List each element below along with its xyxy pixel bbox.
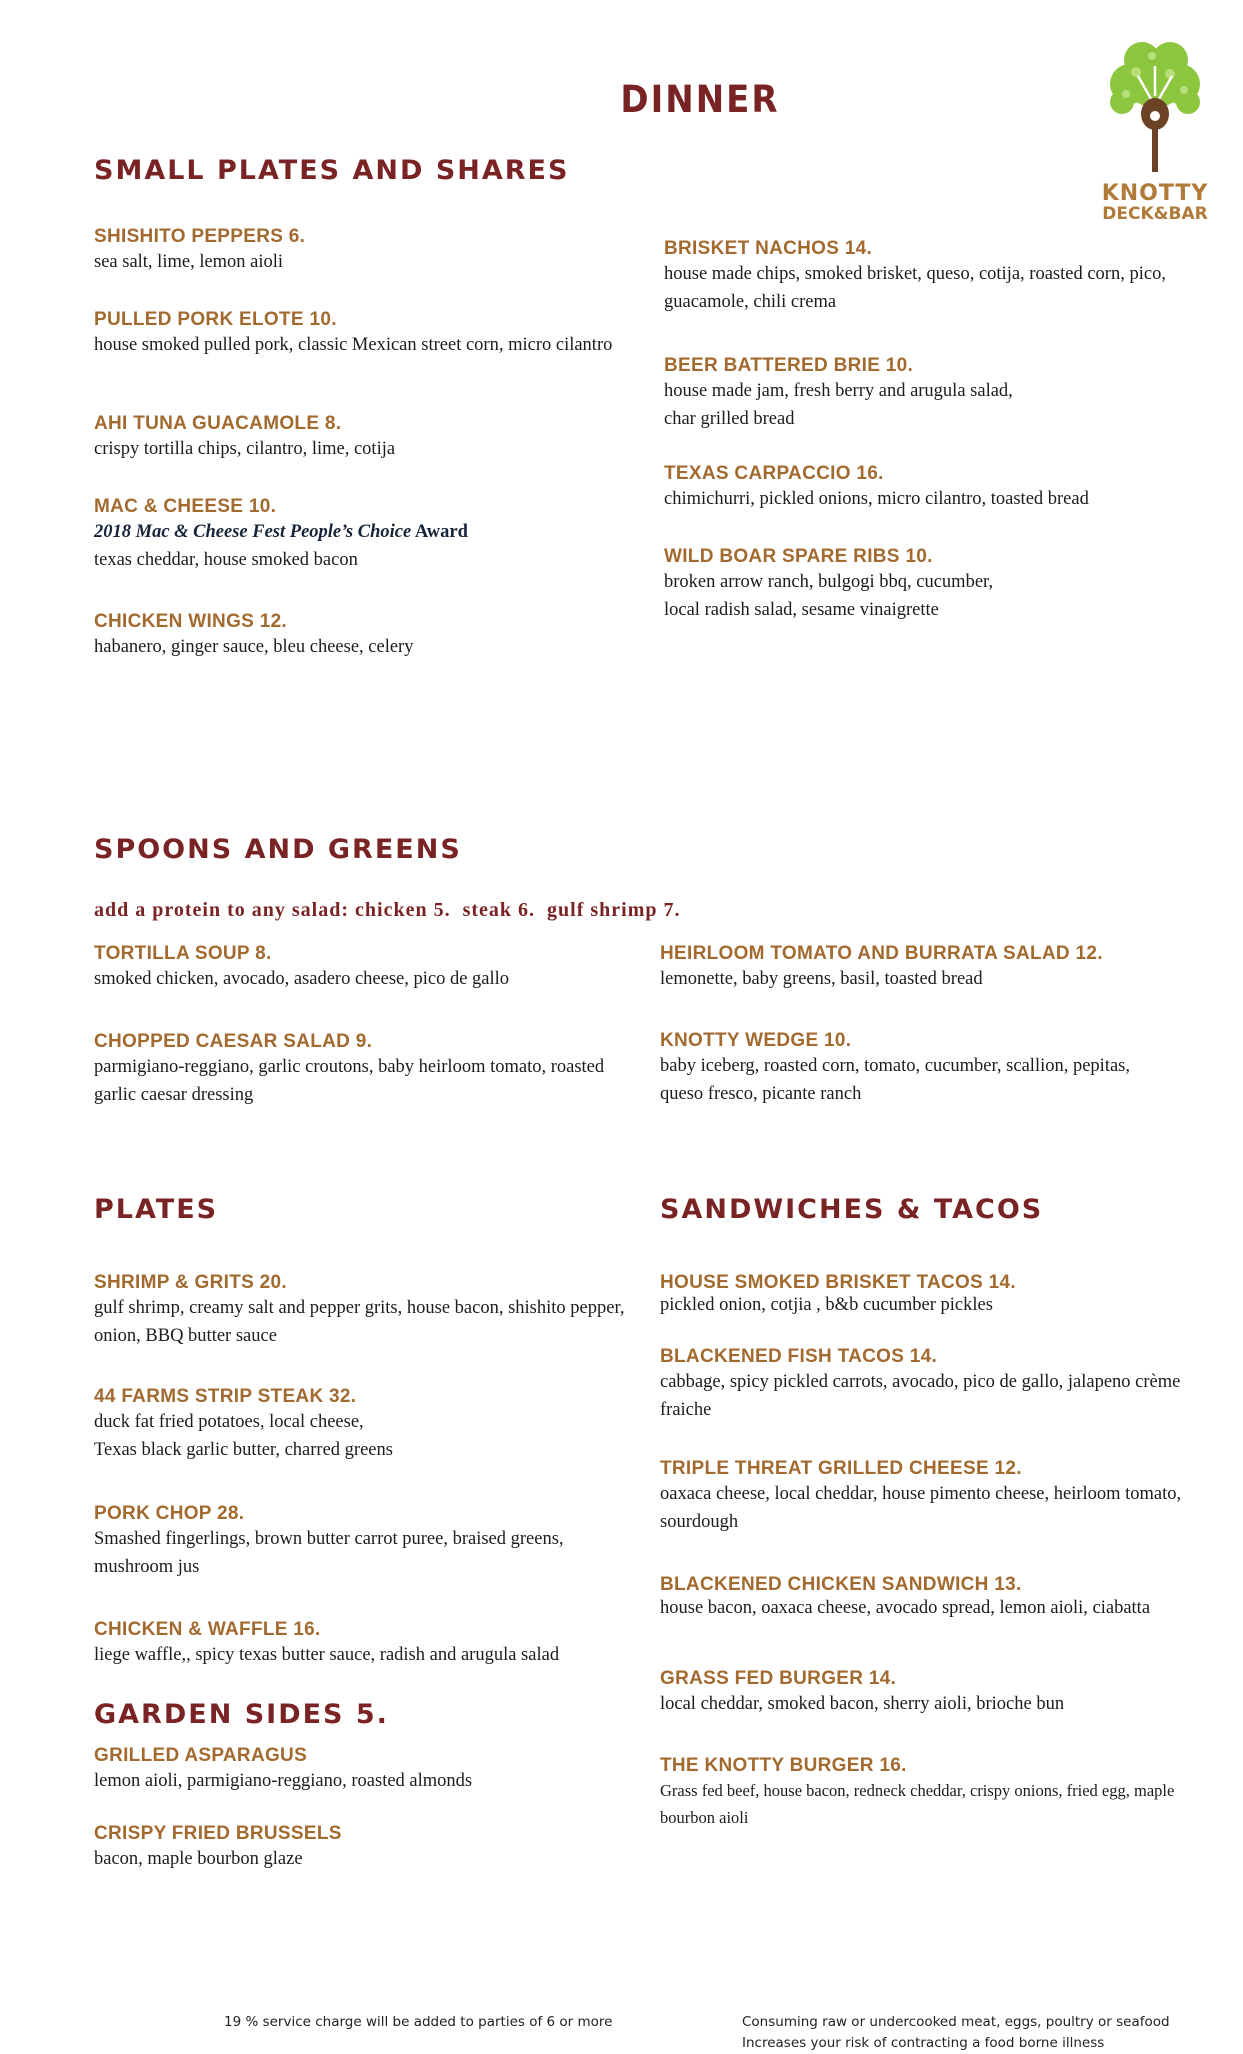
item-description: baby iceberg, roasted corn, tomato, cucumber, scallion, pepitas, queso fresco, picante ranch bbox=[660, 1056, 1130, 1104]
item-name: WILD BOAR SPARE RIBS 10. bbox=[664, 546, 933, 567]
item-description: local cheddar, smoked bacon, sherry aioli, brioche bun bbox=[660, 1694, 1065, 1714]
item-description: Smashed fingerlings, brown butter carrot puree, braised greens, mushroom jus bbox=[94, 1529, 564, 1577]
item-name: BRISKET NACHOS 14. bbox=[664, 238, 873, 259]
award-word: Award bbox=[414, 522, 468, 542]
item-name: AHI TUNA GUACAMOLE 8. bbox=[94, 413, 342, 434]
item-name: HEIRLOOM TOMATO AND BURRATA SALAD 12. bbox=[660, 943, 1103, 964]
award-line bbox=[94, 518, 634, 546]
item-description: parmigiano-reggiano, garlic croutons, baby heirloom tomato, roasted garlic caesar dressing bbox=[94, 1057, 605, 1105]
menu-item-beer-brie bbox=[664, 355, 1204, 433]
item-description: habanero, ginger sauce, bleu cheese, celery bbox=[94, 637, 414, 657]
item-description: liege waffle,, spicy texas butter sauce, radish and arugula salad bbox=[94, 1645, 560, 1665]
menu-item-shishito bbox=[94, 226, 634, 276]
section-plates: PLATES bbox=[94, 1194, 219, 1225]
food-safety-warning-line-2: Increases your risk of contracting a food borne illness bbox=[742, 2035, 1105, 2051]
salad-protein-note: add a protein to any salad: chicken 5. steak 6. gulf shrimp 7. bbox=[94, 899, 681, 921]
menu-item-ahi-tuna bbox=[94, 413, 634, 463]
tree-guitar-icon bbox=[1100, 36, 1210, 176]
item-description: texas cheddar, house smoked bacon bbox=[94, 550, 358, 570]
menu-item-heirloom bbox=[660, 943, 1200, 993]
menu-item-brussels bbox=[94, 1823, 644, 1873]
menu-item-grass-burger bbox=[660, 1668, 1200, 1718]
item-description-2: local radish salad, sesame vinaigrette bbox=[664, 600, 939, 620]
menu-item-knotty-wedge bbox=[660, 1030, 1170, 1108]
item-description: lemon aioli, parmigiano-reggiano, roasted almonds bbox=[94, 1771, 473, 1791]
item-name: CHOPPED CAESAR SALAD 9. bbox=[94, 1031, 373, 1052]
item-description-1: broken arrow ranch, bulgogi bbq, cucumber, bbox=[664, 572, 994, 592]
item-name: GRASS FED BURGER 14. bbox=[660, 1668, 897, 1689]
logo-line-2: DECK&BAR bbox=[1102, 204, 1208, 224]
item-name: SHISHITO PEPPERS 6. bbox=[94, 226, 306, 247]
section-sandwiches-tacos: SANDWICHES & TACOS bbox=[660, 1194, 1044, 1225]
item-name: GRILLED ASPARAGUS bbox=[94, 1745, 308, 1766]
item-description-1: duck fat fried potatoes, local cheese, bbox=[94, 1412, 364, 1432]
item-description: gulf shrimp, creamy salt and pepper grits, house bacon, shishito pepper, onion, BBQ butter sauce bbox=[94, 1298, 625, 1346]
food-safety-warning-line-1: Consuming raw or undercooked meat, eggs, poultry or seafood bbox=[742, 2014, 1170, 2030]
menu-item-tortilla-soup bbox=[94, 943, 634, 993]
item-description: house made chips, smoked brisket, queso, cotija, roasted corn, pico, guacamole, chili crema bbox=[664, 264, 1166, 312]
item-description-2: Texas black garlic butter, charred greens bbox=[94, 1440, 393, 1460]
item-name: BEER BATTERED BRIE 10. bbox=[664, 355, 914, 376]
menu-item-asparagus bbox=[94, 1745, 644, 1795]
item-name: TORTILLA SOUP 8. bbox=[94, 943, 272, 964]
menu-item-pork-chop bbox=[94, 1503, 644, 1581]
item-name: CHICKEN & WAFFLE 16. bbox=[94, 1619, 321, 1640]
page-title: DINNER bbox=[620, 78, 780, 122]
menu-item-caesar bbox=[94, 1031, 634, 1109]
menu-item-pulled-pork bbox=[94, 309, 634, 359]
item-description-1: house made jam, fresh berry and arugula salad, bbox=[664, 381, 1013, 401]
menu-item-chicken-wings bbox=[94, 611, 634, 661]
menu-item-strip-steak bbox=[94, 1386, 644, 1464]
item-name: CHICKEN WINGS 12. bbox=[94, 611, 288, 632]
item-name: 44 FARMS STRIP STEAK 32. bbox=[94, 1386, 357, 1407]
item-name: CRISPY FRIED BRUSSELS bbox=[94, 1823, 342, 1844]
section-spoons-greens: SPOONS AND GREENS bbox=[94, 834, 462, 865]
menu-item-spare-ribs bbox=[664, 546, 1204, 624]
item-description: house bacon, oaxaca cheese, avocado spread, lemon aioli, ciabatta bbox=[660, 1598, 1151, 1618]
award-text: 2018 Mac & Cheese Fest People’s Choice bbox=[94, 522, 412, 542]
item-name: MAC & CHEESE 10. bbox=[94, 496, 277, 517]
item-description: chimichurri, pickled onions, micro cilantro, toasted bread bbox=[664, 489, 1089, 509]
menu-item-grilled-cheese bbox=[660, 1458, 1200, 1536]
section-garden-sides: GARDEN SIDES 5. bbox=[94, 1699, 389, 1730]
item-description: sea salt, lime, lemon aioli bbox=[94, 252, 284, 272]
menu-item-knotty-burger bbox=[660, 1755, 1180, 1831]
item-name: SHRIMP & GRITS 20. bbox=[94, 1272, 287, 1293]
item-description: bacon, maple bourbon glaze bbox=[94, 1849, 303, 1869]
menu-item-brisket-tacos bbox=[660, 1272, 1200, 1316]
item-name: BLACKENED FISH TACOS 14. bbox=[660, 1346, 938, 1367]
menu-item-chicken-sandwich bbox=[660, 1574, 1190, 1620]
menu-item-chicken-waffle bbox=[94, 1619, 654, 1669]
item-description: Grass fed beef, house bacon, redneck cheddar, crispy onions, fried egg, maple bourbon aioli bbox=[660, 1781, 1175, 1827]
menu-item-carpaccio bbox=[664, 463, 1204, 513]
item-name: TRIPLE THREAT GRILLED CHEESE 12. bbox=[660, 1458, 1022, 1479]
logo-line-1: KNOTTY bbox=[1101, 181, 1209, 206]
menu-item-fish-tacos bbox=[660, 1346, 1200, 1424]
item-name: HOUSE SMOKED BRISKET TACOS 14. bbox=[660, 1272, 1016, 1293]
logo bbox=[1100, 36, 1210, 226]
item-description: pickled onion, cotjia , b&b cucumber pickles bbox=[660, 1295, 993, 1315]
item-description: cabbage, spicy pickled carrots, avocado, pico de gallo, jalapeno crème fraiche bbox=[660, 1372, 1181, 1420]
item-name: PORK CHOP 28. bbox=[94, 1503, 245, 1524]
item-description-2: char grilled bread bbox=[664, 409, 795, 429]
item-name: THE KNOTTY BURGER 16. bbox=[660, 1755, 907, 1776]
section-small-plates: SMALL PLATES AND SHARES bbox=[94, 155, 570, 186]
menu-item-shrimp-grits bbox=[94, 1272, 644, 1350]
item-description: house smoked pulled pork, classic Mexican street corn, micro cilantro bbox=[94, 335, 613, 355]
item-name: BLACKENED CHICKEN SANDWICH 13. bbox=[660, 1574, 1022, 1595]
item-name: TEXAS CARPACCIO 16. bbox=[664, 463, 884, 484]
item-description: lemonette, baby greens, basil, toasted bread bbox=[660, 969, 983, 989]
item-description: crispy tortilla chips, cilantro, lime, cotija bbox=[94, 439, 396, 459]
item-description: oaxaca cheese, local cheddar, house pimento cheese, heirloom tomato, sourdough bbox=[660, 1484, 1182, 1532]
service-charge-note: 19 % service charge will be added to parties of 6 or more bbox=[224, 2014, 613, 2030]
item-description: smoked chicken, avocado, asadero cheese, pico de gallo bbox=[94, 969, 510, 989]
item-name: KNOTTY WEDGE 10. bbox=[660, 1030, 852, 1051]
menu-item-mac-cheese bbox=[94, 496, 634, 574]
menu-item-brisket-nachos bbox=[664, 238, 1204, 316]
item-name: PULLED PORK ELOTE 10. bbox=[94, 309, 337, 330]
